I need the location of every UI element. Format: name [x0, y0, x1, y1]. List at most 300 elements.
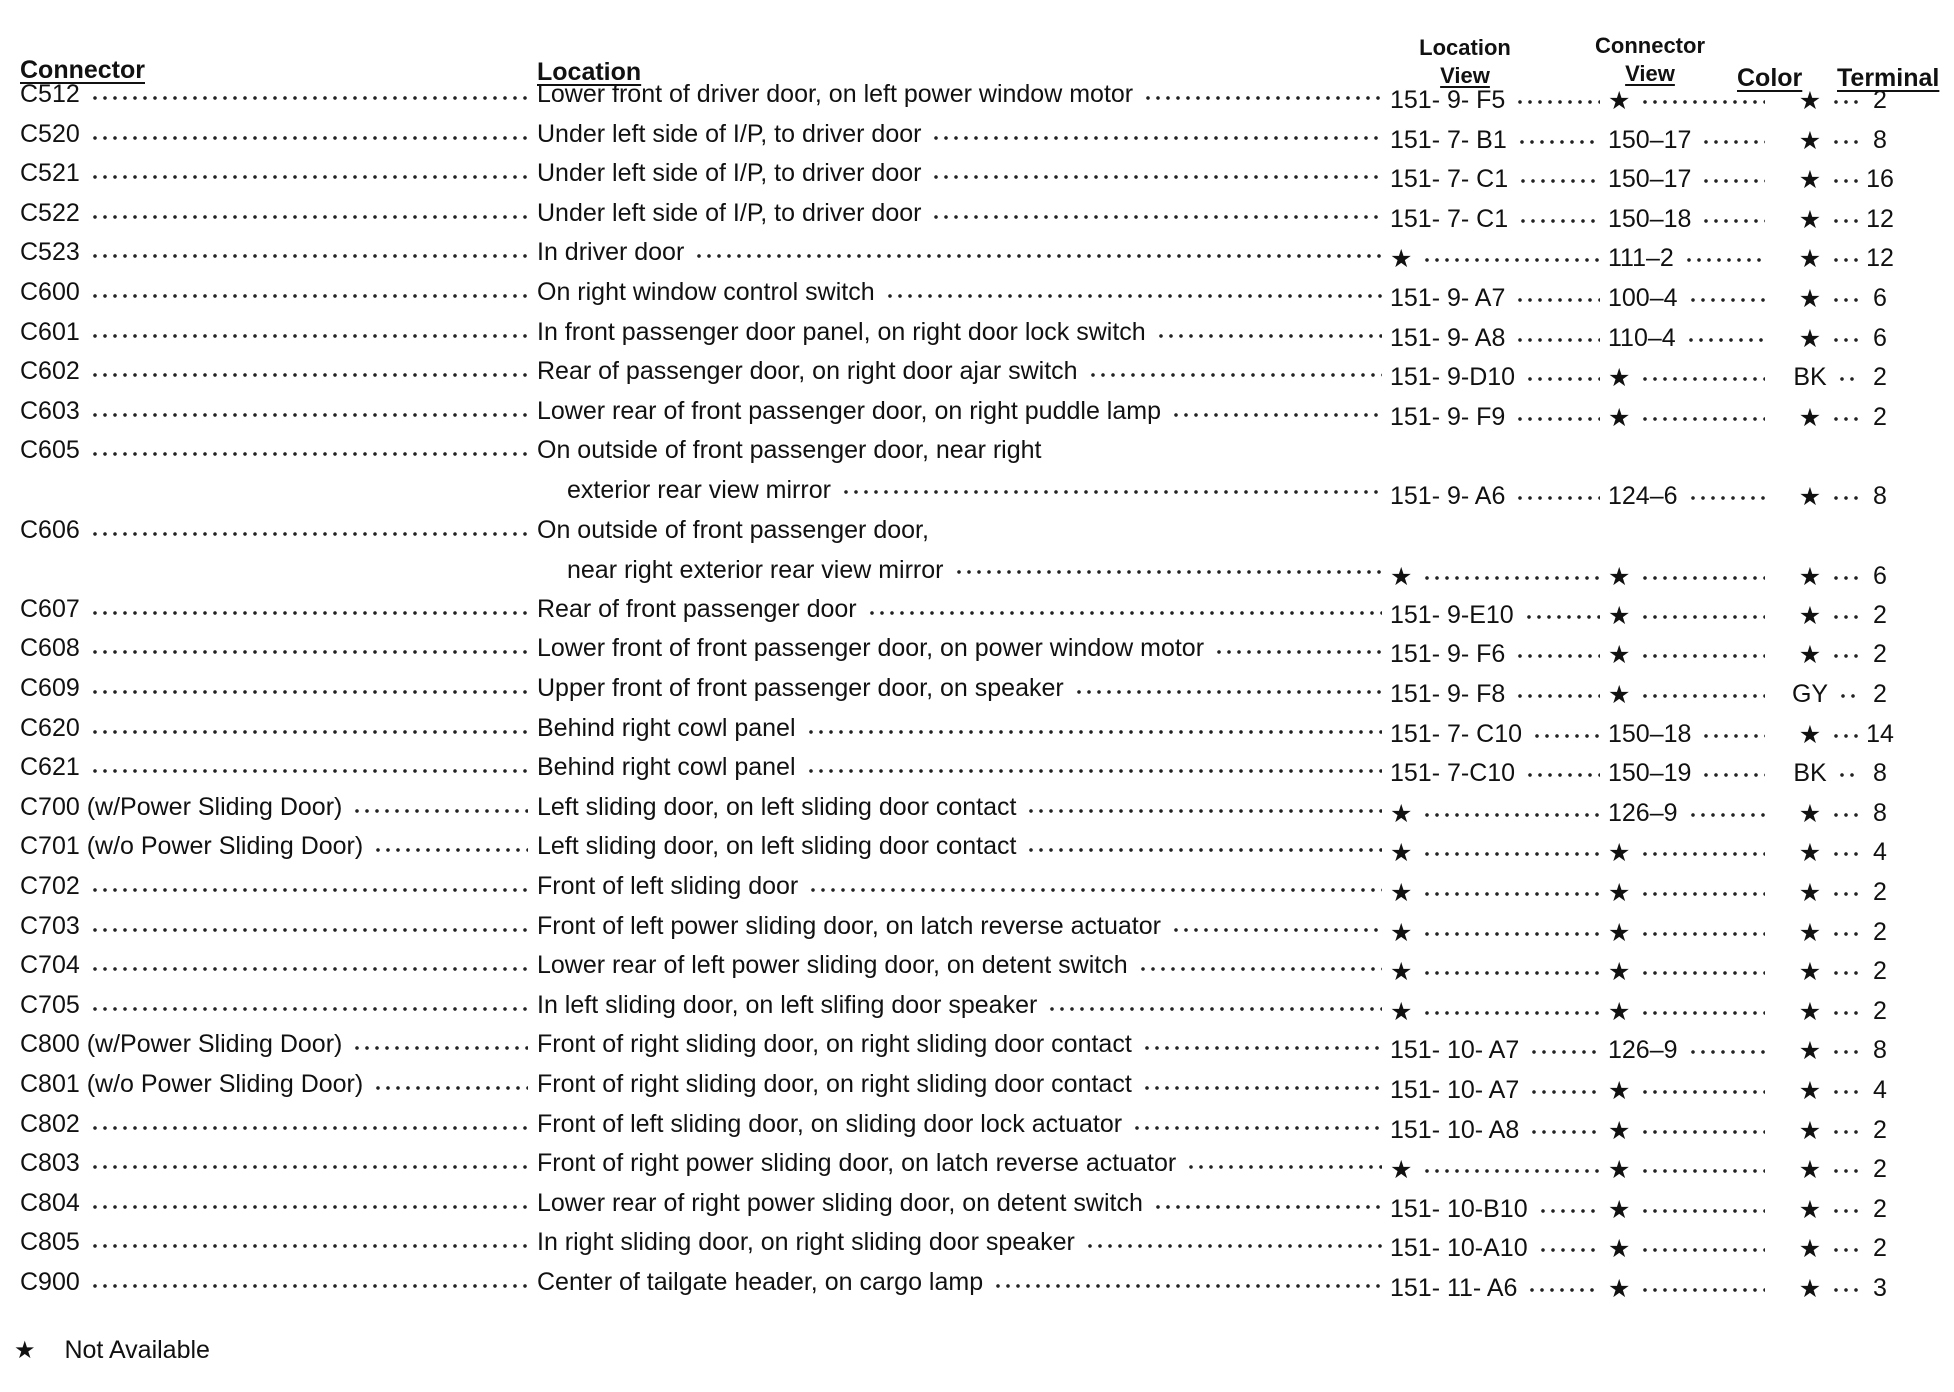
table-row	[0, 1266, 1954, 1306]
color-cell: ★	[1798, 1235, 1822, 1264]
dot-leader	[1142, 1078, 1382, 1098]
color-cell: ★	[1798, 285, 1822, 313]
dot-leader	[1640, 607, 1765, 627]
terminal-cell: 2	[1873, 1155, 1887, 1184]
dot-leader	[1831, 409, 1860, 429]
location-view-cell: 151- 10- A7	[1390, 1036, 1520, 1065]
dot-leader	[806, 761, 1383, 781]
dot-leader	[1640, 646, 1765, 666]
location-view-cell: 151- 7-C10	[1390, 759, 1516, 788]
dot-leader	[1686, 330, 1765, 350]
connector-view-cell: 150–19	[1608, 759, 1692, 788]
dot-leader	[1701, 726, 1765, 746]
terminal-cell: 6	[1873, 561, 1887, 590]
connector-cell: C521	[20, 159, 80, 188]
location-view-cell: ★	[1390, 799, 1413, 828]
location-cell: Front of right sliding door, on right sliding door contact	[537, 1070, 1132, 1098]
color-cell: ★	[1798, 879, 1822, 907]
connector-cell: C700 (w/Power Sliding Door)	[20, 792, 343, 821]
connector-cell: C801 (w/o Power Sliding Door)	[20, 1070, 364, 1098]
location-cell: Under left side of I/P, to driver door	[537, 119, 922, 148]
terminal-cell: 2	[1873, 1234, 1887, 1263]
color-cell: ★	[1798, 245, 1822, 274]
terminal-cell: 12	[1866, 244, 1894, 273]
location-cell: Lower rear of front passenger door, on right puddle lamp	[537, 396, 1161, 425]
dot-leader	[90, 1236, 528, 1256]
terminal-cell: 4	[1873, 838, 1887, 867]
connector-view-cell: 124–6	[1608, 482, 1678, 511]
dot-leader	[1422, 1161, 1600, 1181]
table-row	[0, 791, 1954, 831]
connector-view-cell: 126–9	[1608, 1036, 1678, 1065]
dot-leader	[1074, 682, 1382, 702]
location-cell: Behind right cowl panel	[537, 713, 796, 742]
dot-leader	[90, 1197, 528, 1217]
location-cell: Lower front of front passenger door, on power window motor	[537, 634, 1205, 663]
location-view-cell: 151- 9- A7	[1390, 284, 1506, 312]
connector-cell: C800 (w/Power Sliding Door)	[20, 1030, 343, 1059]
table-row	[0, 197, 1954, 237]
dot-leader	[1837, 369, 1860, 389]
location-cell-continued: exterior rear view mirror	[567, 476, 831, 505]
color-cell: ★	[1798, 205, 1822, 234]
dot-leader	[1171, 920, 1382, 940]
connector-view-cell: ★	[1608, 997, 1631, 1026]
dot-leader	[90, 444, 528, 464]
dot-leader	[1422, 250, 1600, 270]
connector-cell: C803	[20, 1149, 80, 1178]
table-row	[0, 1226, 1954, 1266]
dot-leader	[1538, 1240, 1600, 1260]
location-view-cell: 151- 9- F8	[1390, 680, 1506, 708]
dot-leader	[1640, 884, 1765, 904]
connector-cell: C621	[20, 753, 80, 782]
terminal-cell: 16	[1866, 165, 1894, 194]
header-location-view-line1: Location	[1419, 35, 1511, 60]
dot-leader	[1684, 250, 1765, 270]
connector-view-cell: ★	[1608, 958, 1631, 987]
dot-leader	[373, 1078, 528, 1098]
location-cell: Front of left power sliding door, on latch reverse actuator	[537, 911, 1161, 940]
dot-leader	[90, 682, 528, 702]
table-row	[0, 78, 1954, 118]
dot-leader	[1640, 1122, 1765, 1142]
connector-cell: C900	[20, 1268, 80, 1296]
dot-leader	[1529, 1042, 1600, 1062]
dot-leader	[1529, 1082, 1600, 1102]
dot-leader	[1422, 568, 1600, 588]
dot-leader	[373, 840, 528, 860]
location-cell: Rear of passenger door, on right door ajar switch	[537, 357, 1078, 386]
connector-cell: C608	[20, 634, 80, 663]
header-connector: Connector	[20, 56, 145, 84]
table-row	[0, 910, 1954, 950]
dot-leader	[90, 722, 528, 742]
location-cell: Under left side of I/P, to driver door	[537, 198, 922, 227]
dot-leader	[1517, 132, 1600, 152]
terminal-cell: 8	[1873, 482, 1887, 511]
connector-view-cell: ★	[1608, 1275, 1631, 1303]
location-view-cell: ★	[1390, 918, 1413, 947]
connector-cell: C607	[20, 594, 80, 623]
dot-leader	[931, 207, 1382, 227]
connector-cell: C600	[20, 278, 80, 306]
dot-leader	[1640, 1161, 1765, 1181]
header-connector-view-line2: View	[1625, 61, 1675, 86]
connector-view-cell: ★	[1608, 879, 1631, 907]
dot-leader	[90, 603, 528, 623]
dot-leader	[1047, 999, 1382, 1019]
color-cell: ★	[1798, 641, 1822, 670]
connector-view-cell: ★	[1608, 1156, 1631, 1185]
location-cell: On outside of front passenger door,	[537, 515, 929, 544]
dot-leader	[1640, 1003, 1765, 1023]
connector-view-cell: ★	[1608, 1235, 1631, 1264]
dot-leader	[1831, 1122, 1860, 1142]
dot-leader	[1142, 1038, 1382, 1058]
location-view-cell: 151- 10- A7	[1390, 1076, 1520, 1104]
dot-leader	[1525, 369, 1600, 389]
dot-leader	[1422, 844, 1600, 864]
table-row	[0, 434, 1954, 512]
dot-leader	[1640, 844, 1765, 864]
location-cell: In left sliding door, on left slifing door speaker	[537, 990, 1038, 1019]
color-cell: ★	[1798, 601, 1822, 630]
location-view-cell: 151- 11- A6	[1390, 1274, 1518, 1302]
table-row	[0, 355, 1954, 395]
connector-cell: C512	[20, 80, 80, 108]
dot-leader	[1837, 765, 1860, 785]
dot-leader	[90, 959, 528, 979]
terminal-cell: 2	[1873, 878, 1887, 906]
table-row	[0, 236, 1954, 276]
dot-leader	[1831, 963, 1860, 983]
color-cell: ★	[1798, 1037, 1822, 1066]
connector-view-cell: ★	[1608, 364, 1631, 393]
color-cell: ★	[1798, 839, 1822, 868]
terminal-cell: 8	[1873, 125, 1887, 154]
header-location: Location	[537, 58, 642, 86]
color-cell: ★	[1798, 1116, 1822, 1145]
location-view-cell: 151- 7- C10	[1390, 719, 1523, 748]
dot-leader	[1831, 884, 1860, 904]
dot-leader	[1171, 405, 1382, 425]
dot-leader	[1701, 765, 1765, 785]
dot-leader	[1525, 765, 1600, 785]
table-row	[0, 593, 1954, 633]
connector-view-cell: 150–17	[1608, 125, 1692, 154]
location-cell: Front of left sliding door	[537, 872, 799, 900]
dot-leader	[1515, 290, 1600, 310]
dot-leader	[1156, 326, 1382, 346]
table-row	[0, 1108, 1954, 1148]
location-cell: Front of right power sliding door, on latch reverse actuator	[537, 1149, 1177, 1178]
dot-leader	[1831, 607, 1860, 627]
table-row	[0, 1187, 1954, 1227]
connector-view-cell: ★	[1608, 562, 1631, 591]
location-view-cell: ★	[1390, 1156, 1413, 1185]
color-cell: ★	[1798, 87, 1822, 115]
color-cell: ★	[1798, 324, 1822, 353]
connector-view-cell: ★	[1608, 1077, 1631, 1105]
dot-leader	[841, 482, 1382, 502]
header-terminal: Terminal	[1837, 64, 1940, 92]
dot-leader	[1143, 88, 1382, 108]
table-row	[0, 395, 1954, 435]
dot-leader	[1088, 365, 1382, 385]
location-cell: Behind right cowl panel	[537, 753, 796, 782]
terminal-cell: 2	[1873, 640, 1887, 669]
dot-leader	[1026, 840, 1382, 860]
dot-leader	[1831, 1042, 1860, 1062]
location-view-cell: 151- 10- A8	[1390, 1115, 1520, 1144]
location-view-cell: ★	[1390, 997, 1413, 1026]
dot-leader	[1640, 1082, 1765, 1102]
dot-leader	[1831, 1161, 1860, 1181]
terminal-cell: 12	[1866, 204, 1894, 233]
dot-leader	[1422, 884, 1600, 904]
table-row	[0, 1028, 1954, 1068]
connector-cell: C609	[20, 674, 80, 702]
terminal-cell: 2	[1873, 363, 1887, 392]
header-location-view-line2: View	[1440, 63, 1490, 88]
color-cell: ★	[1798, 403, 1822, 432]
table-row	[0, 672, 1954, 712]
location-view-cell: 151- 7- C1	[1390, 165, 1509, 194]
dot-leader	[1640, 686, 1765, 706]
color-cell: ★	[1798, 562, 1822, 591]
table-row	[0, 751, 1954, 791]
location-cell: In front passenger door panel, on right door lock switch	[537, 317, 1146, 346]
dot-leader	[90, 524, 528, 544]
footnote	[14, 1336, 210, 1365]
color-cell: ★	[1798, 1156, 1822, 1185]
dot-leader	[90, 920, 528, 940]
dot-leader	[1527, 1280, 1600, 1300]
dot-leader	[1026, 801, 1382, 821]
connector-view-cell: ★	[1608, 918, 1631, 947]
dot-leader	[1529, 1122, 1600, 1142]
dot-leader	[90, 880, 528, 900]
table-row	[0, 830, 1954, 870]
location-cell: Left sliding door, on left sliding door contact	[537, 792, 1017, 821]
dot-leader	[1831, 726, 1860, 746]
dot-leader	[1831, 1280, 1860, 1300]
dot-leader	[1831, 1201, 1860, 1221]
color-cell: ★	[1798, 918, 1822, 947]
dot-leader	[1688, 290, 1765, 310]
color-cell: ★	[1798, 997, 1822, 1026]
location-cell: Lower front of driver door, on left power window motor	[537, 80, 1134, 108]
location-cell: Rear of front passenger door	[537, 594, 857, 623]
connector-cell: C605	[20, 436, 80, 465]
terminal-cell: 6	[1873, 284, 1887, 312]
dot-leader	[1831, 250, 1860, 270]
dot-leader	[1831, 330, 1860, 350]
color-cell: ★	[1798, 958, 1822, 987]
terminal-cell: 8	[1873, 798, 1887, 827]
terminal-cell: 3	[1873, 1274, 1887, 1302]
connector-cell: C523	[20, 238, 80, 267]
dot-leader	[993, 1276, 1382, 1296]
dot-leader	[1701, 132, 1765, 152]
connector-view-cell: ★	[1608, 839, 1631, 868]
dot-leader	[1532, 726, 1600, 746]
connector-view-cell: 150–18	[1608, 719, 1692, 748]
dot-leader	[90, 167, 528, 187]
connector-cell: C703	[20, 911, 80, 940]
connector-cell: C704	[20, 951, 80, 980]
connector-view-cell: 111–2	[1608, 244, 1674, 273]
location-view-cell: ★	[1390, 562, 1413, 591]
dot-leader	[1701, 211, 1765, 231]
terminal-cell: 2	[1873, 1115, 1887, 1144]
terminal-cell: 2	[1873, 957, 1887, 986]
location-view-cell: 151- 9-D10	[1390, 363, 1516, 392]
terminal-cell: 2	[1873, 680, 1887, 708]
connector-cell: C705	[20, 990, 80, 1019]
location-cell: Under left side of I/P, to driver door	[537, 159, 922, 188]
dot-leader	[1831, 1003, 1860, 1023]
dot-leader	[954, 562, 1383, 582]
dot-leader	[1831, 211, 1860, 231]
location-view-cell: 151- 9- F5	[1390, 86, 1506, 114]
dot-leader	[1515, 330, 1600, 350]
connector-view-cell: 150–18	[1608, 204, 1692, 233]
terminal-cell: 8	[1873, 759, 1887, 788]
connector-cell: C603	[20, 396, 80, 425]
dot-leader	[90, 365, 528, 385]
color-cell: ★	[1798, 1275, 1822, 1303]
location-cell: On outside of front passenger door, near right	[537, 436, 1042, 465]
table-row	[0, 157, 1954, 197]
location-cell: In driver door	[537, 238, 685, 267]
connector-cell: C602	[20, 357, 80, 386]
dot-leader	[1138, 959, 1382, 979]
table-row	[0, 632, 1954, 672]
dot-leader	[1688, 488, 1765, 508]
dot-leader	[1515, 646, 1600, 666]
location-cell: In right sliding door, on right sliding door speaker	[537, 1228, 1075, 1257]
dot-leader	[1132, 1118, 1382, 1138]
dot-leader	[352, 1038, 528, 1058]
table-row	[0, 1147, 1954, 1187]
dot-leader	[352, 801, 528, 821]
dot-leader	[1831, 646, 1860, 666]
location-view-cell: 151- 9- F6	[1390, 640, 1506, 669]
connector-cell: C701 (w/o Power Sliding Door)	[20, 832, 364, 861]
dot-leader	[1640, 924, 1765, 944]
terminal-cell: 2	[1873, 917, 1887, 946]
table-row	[0, 514, 1954, 591]
connector-view-cell: 150–17	[1608, 165, 1692, 194]
dot-leader	[1524, 607, 1600, 627]
color-cell: BK	[1793, 759, 1827, 788]
color-cell: ★	[1798, 799, 1822, 828]
location-cell: Front of right sliding door, on right sliding door contact	[537, 1030, 1132, 1059]
dot-leader	[1640, 1280, 1765, 1300]
location-view-cell: 151- 9- A8	[1390, 323, 1506, 352]
dot-leader	[90, 642, 528, 662]
footnote-text: Not Available	[64, 1336, 210, 1364]
dot-leader	[1186, 1157, 1382, 1177]
dot-leader	[1640, 963, 1765, 983]
location-view-cell: 151- 9- A6	[1390, 482, 1506, 511]
dot-leader	[90, 1118, 528, 1138]
table-row	[0, 949, 1954, 989]
dot-leader	[90, 207, 528, 227]
dot-leader	[1831, 171, 1860, 191]
color-cell: ★	[1798, 720, 1822, 749]
terminal-cell: 14	[1866, 719, 1894, 748]
location-view-cell: 151- 9-E10	[1390, 600, 1514, 629]
connector-cell: C601	[20, 317, 80, 346]
dot-leader	[1422, 924, 1600, 944]
connector-view-cell: ★	[1608, 87, 1631, 115]
terminal-cell: 2	[1873, 402, 1887, 431]
terminal-cell: 2	[1873, 996, 1887, 1025]
connector-view-cell: 110–4	[1608, 323, 1676, 352]
dot-leader	[694, 246, 1382, 266]
color-cell: BK	[1793, 363, 1827, 392]
dot-leader	[1518, 171, 1600, 191]
dot-leader	[90, 1276, 528, 1296]
dot-leader	[1688, 1042, 1765, 1062]
connector-cell: C805	[20, 1228, 80, 1257]
dot-leader	[1153, 1197, 1382, 1217]
connector-cell: C522	[20, 198, 80, 227]
dot-leader	[1838, 686, 1860, 706]
connector-view-cell: ★	[1608, 1116, 1631, 1145]
location-cell: Upper front of front passenger door, on speaker	[537, 674, 1064, 702]
terminal-cell: 2	[1873, 86, 1887, 114]
dot-leader	[867, 603, 1382, 623]
dot-leader	[1214, 642, 1382, 662]
connector-view-cell: ★	[1608, 681, 1631, 709]
dot-leader	[1831, 568, 1860, 588]
dot-leader	[1831, 805, 1860, 825]
connector-view-cell: ★	[1608, 403, 1631, 432]
connector-view-cell: ★	[1608, 1195, 1631, 1224]
location-view-cell: ★	[1390, 839, 1413, 868]
dot-leader	[1831, 844, 1860, 864]
dot-leader	[1831, 92, 1860, 112]
dot-leader	[806, 722, 1383, 742]
terminal-cell: 4	[1873, 1076, 1887, 1104]
terminal-cell: 6	[1873, 323, 1887, 352]
dot-leader	[1640, 568, 1765, 588]
color-cell: ★	[1798, 166, 1822, 195]
dot-leader	[1831, 924, 1860, 944]
location-view-cell: 151- 7- C1	[1390, 204, 1509, 233]
dot-leader	[931, 128, 1382, 148]
dot-leader	[1831, 132, 1860, 152]
dot-leader	[90, 405, 528, 425]
dot-leader	[90, 999, 528, 1019]
location-view-cell: ★	[1390, 245, 1413, 274]
header-connector-view-line1: Connector	[1595, 33, 1705, 58]
dot-leader	[90, 128, 528, 148]
dot-leader	[1640, 1240, 1765, 1260]
location-view-cell: 151- 9- F9	[1390, 402, 1506, 431]
terminal-cell: 2	[1873, 600, 1887, 629]
color-cell: GY	[1791, 680, 1829, 708]
dot-leader	[1538, 1201, 1600, 1221]
location-cell-continued: near right exterior rear view mirror	[567, 555, 944, 584]
dot-leader	[1515, 686, 1600, 706]
star-icon: ★	[14, 1337, 36, 1364]
connector-view-cell: ★	[1608, 601, 1631, 630]
